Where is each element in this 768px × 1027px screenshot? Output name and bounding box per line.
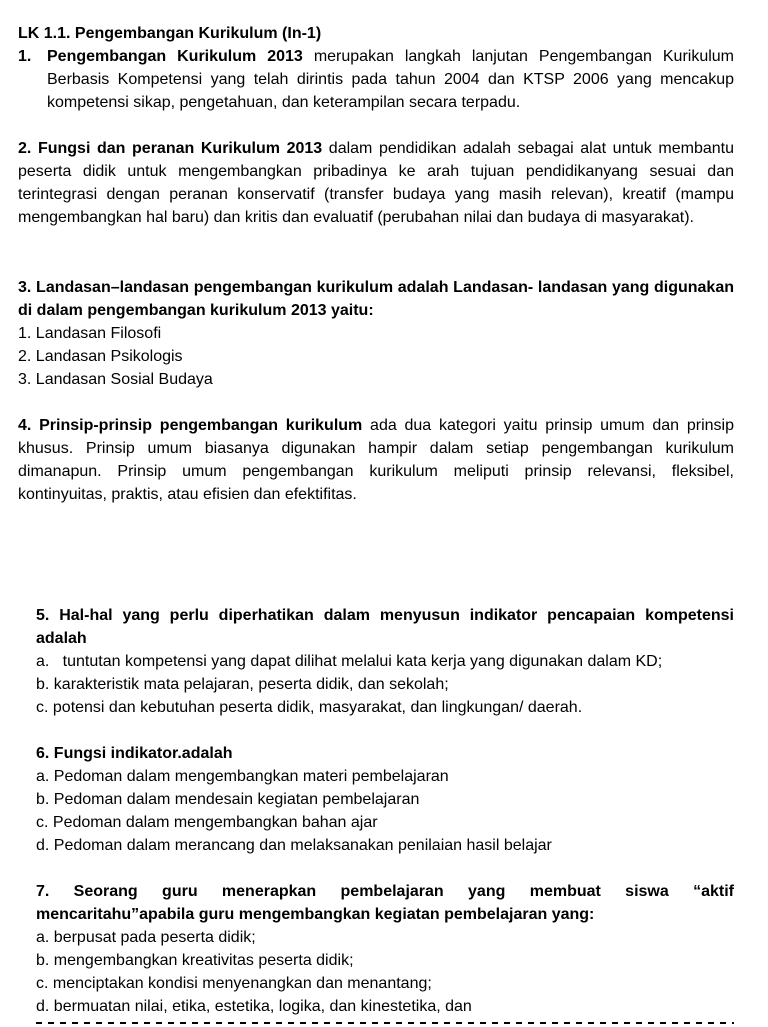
q6-bold: 6. Fungsi indikator.adalah [36,745,233,762]
q1-number: 1. [18,48,32,65]
q1-bold: Pengembangan Kurikulum 2013 [47,48,303,65]
list-item: d. Pedoman dalam merancang dan melaksanakan penilaian hasil belajar [36,837,552,854]
list-item: 3. Landasan Sosial Budaya [18,371,213,388]
question-6 [36,742,734,857]
q2-text: dalam pendidikan adalah sebagai alat untuk membantu peserta didik untuk mengembangkan pribadinya ke arah tujuan pendidikanyang sesuai dan terintegrasi dengan peranan konservatif (transfer budaya yang masih relevan), kreatif (mampu mengembangkan hal baru) dan kritis dan evaluatif (perubahan nilai dan budaya di masyarakat). [18,140,734,226]
list-item: a. Pedoman dalam mengembangkan materi pembelajaran [36,768,449,785]
list-item: c. potensi dan kebutuhan peserta didik, masyarakat, dan lingkungan/ daerah. [36,699,583,716]
list-item: b. Pedoman dalam mendesain kegiatan pembelajaran [36,791,420,808]
list-item: c. Pedoman dalam mengembangkan bahan ajar [36,814,378,831]
q5-bold: 5. Hal-hal yang perlu diperhatikan dalam menyusun indikator pencapaian kompetensi adalah [36,607,734,647]
question-5 [36,604,734,719]
q4-text: ada dua kategori yaitu prinsip umum dan prinsip khusus. Prinsip umum biasanya digunakan hampir dalam setiap pengembangan kurikulum dimanapun. Prinsip umum pengembangan kurikulum meliputi prinsip relevansi, fleksibel, kontinyuitas, praktis, atau efisien dan efektifitas. [18,417,734,503]
cut-off-text-line [36,1015,734,1027]
list-item: b. mengembangkan kreativitas peserta didik; [36,952,354,969]
q1-text: merupakan langkah lanjutan Pengembangan Kurikulum Berbasis Kompetensi yang telah dirintis pada tahun 2004 dan KTSP 2006 yang mencakup kompetensi sikap, pengetahuan, dan keterampilan secara terpadu. [47,48,735,111]
list-item: b. karakteristik mata pelajaran, peserta didik, dan sekolah; [36,676,449,693]
list-item: c. menciptakan kondisi menyenangkan dan menantang; [36,975,432,992]
list-item: 1. Landasan Filosofi [18,325,162,342]
question-3 [18,276,734,391]
question-7 [36,880,734,1018]
q3-bold: 3. Landasan–landasan pengembangan kurikulum adalah Landasan- landasan yang digunakan di dalam pengembangan kurikulum 2013 yaitu: [18,279,734,319]
q2-bold: 2. Fungsi dan peranan Kurikulum 2013 [18,140,323,157]
question-2 [18,137,734,229]
list-item: a. berpusat pada peserta didik; [36,929,256,946]
question-1 [18,45,734,114]
list-item: a. tuntutan kompetensi yang dapat dilihat melalui kata kerja yang digunakan dalam KD; [36,653,663,670]
question-4 [18,414,734,506]
q7-bold: 7. Seorang guru menerapkan pembelajaran yang membuat siswa “aktif mencaritahu”apabila guru mengembangkan kegiatan pembelajaran yang: [36,883,734,923]
list-item: d. bermuatan nilai, etika, estetika, logika, dan kinestetika, dan [36,998,472,1015]
q4-bold: 4. Prinsip-prinsip pengembangan kurikulum [18,417,363,434]
doc-title: LK 1.1. Pengembangan Kurikulum (In-1) [18,25,322,42]
list-item: 2. Landasan Psikologis [18,348,183,365]
